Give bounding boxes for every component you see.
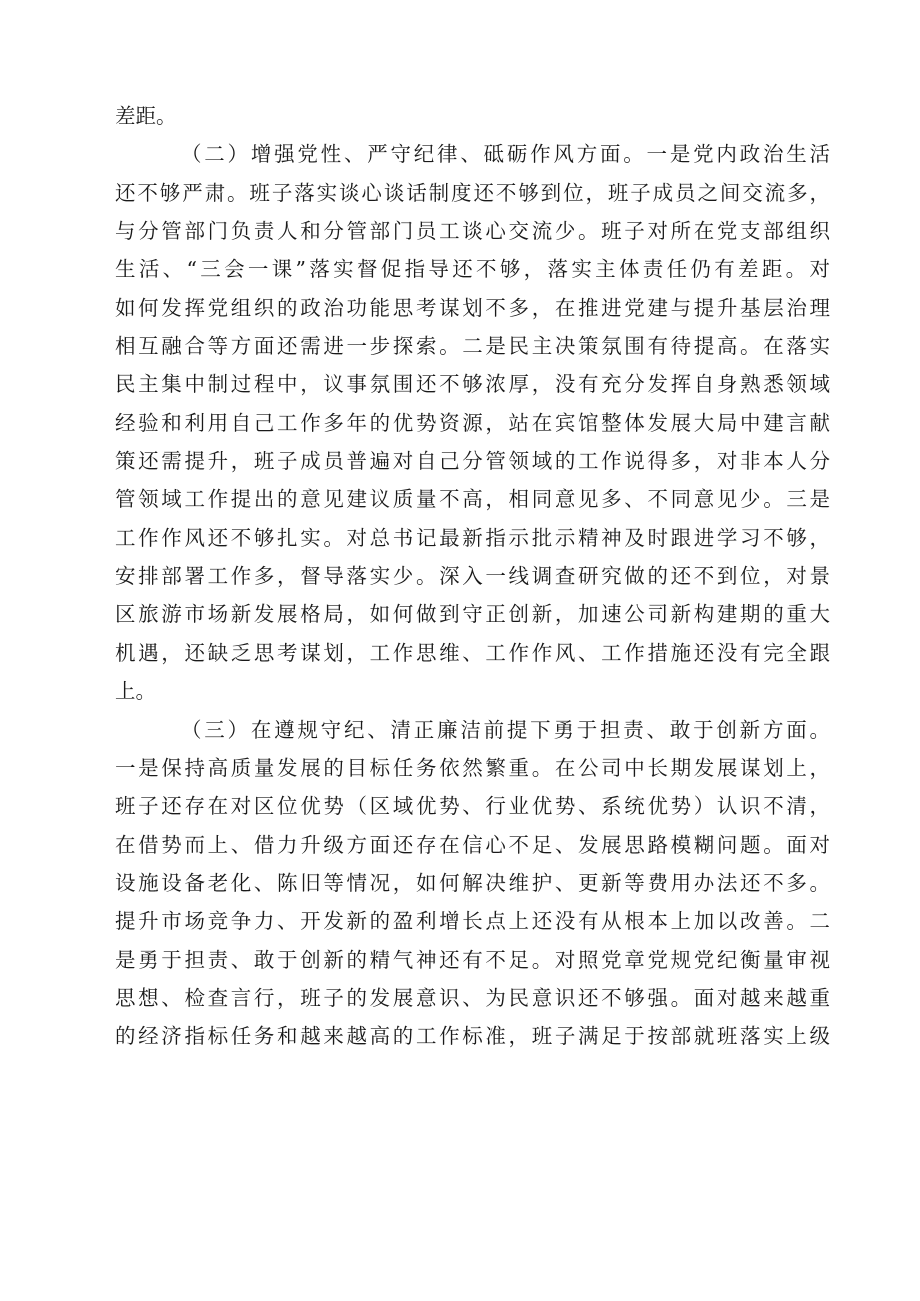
paragraph-heading-line: （三）在遵规守纪、清正廉洁前提下勇于担责、敢于创新方面。	[181, 717, 830, 742]
text-line: 策还需提升，班子成员普遍对自己分管领域的工作说得多，对非本人分	[115, 449, 830, 474]
text-line: 管领域工作提出的意见建议质量不高，相同意见多、不同意见少。三是	[115, 487, 830, 512]
text-line: 相互融合等方面还需进一步探索。二是民主决策氛围有待提高。在落实	[115, 334, 830, 359]
text-line: 安排部署工作多，督导落实少。深入一线调查研究做的还不到位，对景	[115, 564, 830, 589]
text-line: 还不够严肃。班子落实谈心谈话制度还不够到位，班子成员之间交流多，	[115, 180, 830, 205]
text-line: 的经济指标任务和越来越高的工作标准，班子满足于按部就班落实上级	[115, 1024, 830, 1049]
paragraph-heading-line: （二）增强党性、严守纪律、砥砺作风方面。一是党内政治生活	[181, 142, 830, 167]
text-line: 一是保持高质量发展的目标任务依然繁重。在公司中长期发展谋划上，	[115, 755, 830, 780]
text-line: 班子还存在对区位优势（区域优势、行业优势、系统优势）认识不清，	[115, 794, 830, 819]
text-line: 是勇于担责、敢于创新的精气神还有不足。对照党章党规党纪衡量审视	[115, 947, 830, 972]
text-line: 机遇，还缺乏思考谋划，工作思维、工作作风、工作措施还没有完全跟	[115, 640, 830, 665]
text-line: 与分管部门负责人和分管部门员工谈心交流少。班子对所在党支部组织	[115, 219, 830, 244]
text-line: 设施设备老化、陈旧等情况，如何解决维护、更新等费用办法还不多。	[115, 870, 830, 895]
text-line: 生活、“三会一课”落实督促指导还不够，落实主体责任仍有差距。对	[115, 257, 830, 282]
text-line: 上。	[115, 679, 156, 704]
text-line: 民主集中制过程中，议事氛围还不够浓厚，没有充分发挥自身熟悉领域	[115, 372, 830, 397]
text-line: 工作作风还不够扎实。对总书记最新指示批示精神及时跟进学习不够，	[115, 525, 830, 550]
text-line: 提升市场竞争力、开发新的盈利增长点上还没有从根本上加以改善。二	[115, 909, 830, 934]
text-line: 差距。	[115, 104, 177, 128]
text-line: 如何发挥党组织的政治功能思考谋划不多，在推进党建与提升基层治理	[115, 295, 830, 320]
text-line: 经验和利用自己工作多年的优势资源，站在宾馆整体发展大局中建言献	[115, 410, 830, 435]
document-body	[115, 97, 830, 1056]
text-line: 思想、检查言行，班子的发展意识、为民意识还不够强。面对越来越重	[115, 985, 830, 1010]
text-line: 在借势而上、借力升级方面还存在信心不足、发展思路模糊问题。面对	[115, 832, 830, 857]
text-line: 区旅游市场新发展格局，如何做到守正创新，加速公司新构建期的重大	[115, 602, 830, 627]
